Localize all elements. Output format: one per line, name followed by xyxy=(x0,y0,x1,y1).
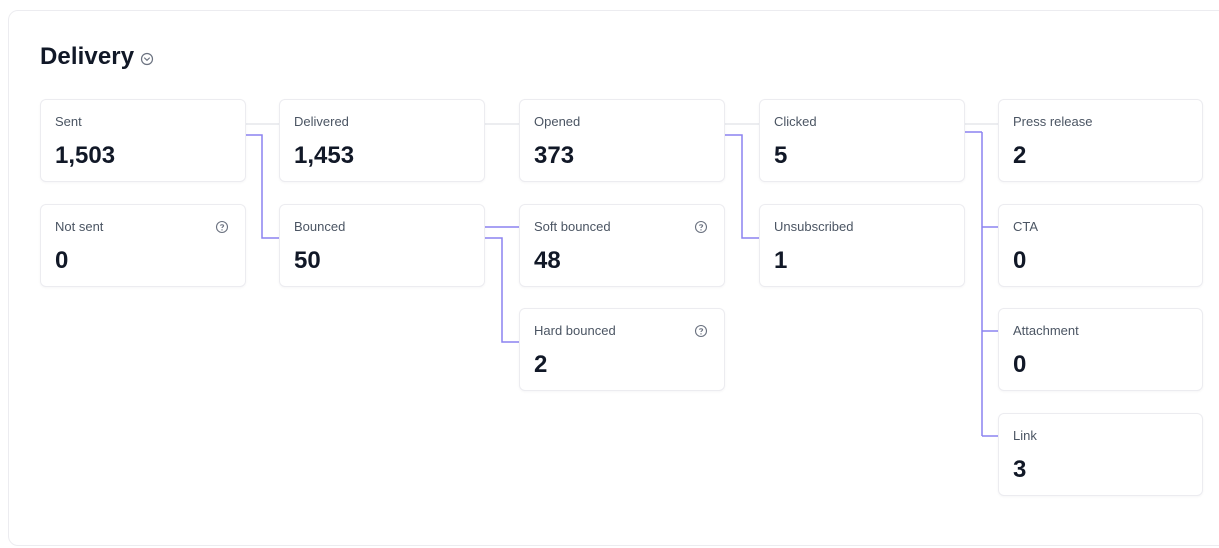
card-not-sent[interactable] xyxy=(40,204,246,287)
card-label: Opened xyxy=(534,114,581,129)
card-label: Unsubscribed xyxy=(774,219,854,234)
card-unsubscribed[interactable] xyxy=(759,204,965,287)
section-title: Delivery xyxy=(40,43,135,70)
card-sent[interactable] xyxy=(40,99,246,182)
delivery-header xyxy=(40,43,154,71)
card-press-release[interactable] xyxy=(998,99,1203,182)
card-value: 0 xyxy=(1013,247,1027,274)
card-label: Bounced xyxy=(294,219,346,234)
card-opened[interactable] xyxy=(519,99,725,182)
card-clicked[interactable] xyxy=(759,99,965,182)
card-value: 3 xyxy=(1013,456,1027,483)
card-soft-bounced[interactable] xyxy=(519,204,725,287)
help-circle-icon[interactable] xyxy=(215,220,229,234)
card-bounced[interactable] xyxy=(279,204,485,287)
card-value: 50 xyxy=(294,247,321,274)
card-label: Clicked xyxy=(774,114,817,129)
card-delivered[interactable] xyxy=(279,99,485,182)
card-value: 1,453 xyxy=(294,142,355,169)
card-label: Link xyxy=(1013,428,1037,443)
card-label: Delivered xyxy=(294,114,349,129)
card-attachment[interactable] xyxy=(998,308,1203,391)
help-circle-icon[interactable] xyxy=(694,324,708,338)
chevron-down-circle-icon[interactable] xyxy=(140,52,154,66)
card-label: Sent xyxy=(55,114,82,129)
card-value: 373 xyxy=(534,142,575,169)
card-value: 5 xyxy=(774,142,788,169)
card-label: Hard bounced xyxy=(534,323,616,338)
card-value: 48 xyxy=(534,247,561,274)
card-cta[interactable] xyxy=(998,204,1203,287)
card-label: Attachment xyxy=(1013,323,1079,338)
card-value: 2 xyxy=(534,351,548,378)
card-hard-bounced[interactable] xyxy=(519,308,725,391)
help-circle-icon[interactable] xyxy=(694,220,708,234)
card-value: 0 xyxy=(1013,351,1027,378)
card-value: 1 xyxy=(774,247,788,274)
card-link[interactable] xyxy=(998,413,1203,496)
card-value: 1,503 xyxy=(55,142,116,169)
card-label: Soft bounced xyxy=(534,219,611,234)
card-label: Press release xyxy=(1013,114,1093,129)
card-value: 2 xyxy=(1013,142,1027,169)
card-value: 0 xyxy=(55,247,69,274)
card-label: CTA xyxy=(1013,219,1039,234)
card-label: Not sent xyxy=(55,219,104,234)
